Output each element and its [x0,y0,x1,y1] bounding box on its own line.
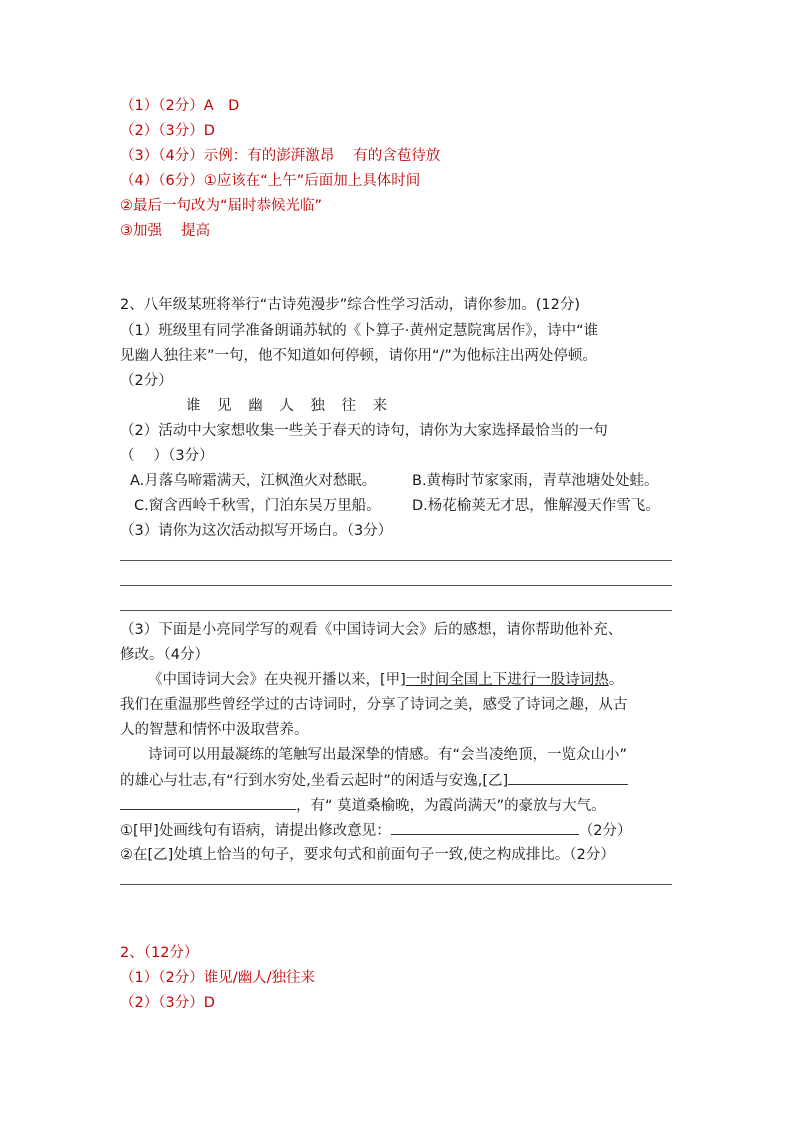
answer-rule-4 [120,884,672,885]
answer-rule-1 [120,560,672,561]
q2-part1-score: （2分） [120,373,173,389]
answer-line-6: ③加强 提高 [120,223,211,239]
blank-revision[interactable] [391,820,579,835]
option-d: D.杨花榆荚无才思，惟解漫天作雪飞。 [412,498,660,514]
answers-2-title: 2、（12分） [120,945,199,961]
sub-question-2: ②在[乙]处填上恰当的句子，要求句式和前面句子一致,使之构成排比。（2分） [120,847,615,863]
answer-line-5: ②最后一句改为“届时恭候光临” [120,198,323,214]
answer-line-1: （1）（2分）A D [120,98,240,114]
essay-para1-pre: 《中国诗词大会》在央视开播以来，[甲] [148,672,406,688]
question-2-title: 2、八年级某班将举行“古诗苑漫步”综合性学习活动，请你参加。(12分) [120,297,581,313]
answer-rule-3 [120,610,672,611]
sub-question-1-text: ①[甲]处画线句有语病，请提出修改意见： [120,823,391,839]
blank-yi-part2[interactable] [120,795,296,810]
option-c: C.窗含西岭千秋雪，门泊东吴万里船。 [134,498,381,514]
answer-line-4: （4）（6分）①应该在“上午”后面加上具体时间 [120,173,421,189]
answer-line-3: （3）（4分）示例：有的澎湃激昂 有的含苞待放 [120,148,441,164]
underlined-sentence-jia: 一时间全国上下进行一股诗词热 [405,672,609,688]
q2-part2-line-a: （2）活动中大家想收集一些关于春天的诗句，请你为大家选择最恰当的一句 [120,423,608,439]
essay-para1-line-a [148,670,623,690]
poem-line: 谁 见 幽 人 独 往 来 [186,398,394,414]
q2-part1-line-b: 见幽人独往来”一句，他不知道如何停顿，请你用“/”为他标注出两处停顿。 [120,348,597,364]
essay-para2-line-b [120,770,628,791]
q2-part2-line-b: （ ）（3分） [120,448,214,464]
essay-para2-line-a: 诗词可以用最凝练的笔触写出最深挚的情感。有“会当凌绝顶，一览众山小” [148,747,628,763]
q2-part1-line-a: （1）班级里有同学准备朗诵苏轼的《卜算子·黄州定慧院寓居作》，诗中“谁 [120,323,599,339]
blank-yi-part1[interactable] [508,770,628,785]
option-a: A.月落乌啼霜满天，江枫渔火对愁眠。 [130,473,377,489]
essay-para2-line-c [120,795,606,816]
answers-2-line-1: （1）（2分）谁见/幽人/独往来 [120,970,315,986]
essay-para2-tail: ，有“ 莫道桑榆晚，为霞尚满天”的豪放与大气。 [296,798,606,814]
answers-2-line-2: （2）（3分）D [120,995,215,1011]
q2-part3: （3）请你为这次活动拟写开场白。（3分） [120,523,393,539]
option-b: B.黄梅时节家家雨，青草池塘处处蛙。 [412,473,659,489]
sub-question-1-score: （2分） [578,823,632,839]
q2-part3b-line-b: 修改。（4分） [120,647,209,663]
answer-line-2: （2）（3分）D [120,123,215,139]
sub-question-1 [120,820,632,841]
essay-para1-line-c: 人的智慧和情怀中汲取营养。 [120,722,309,738]
answer-rule-2 [120,585,672,586]
essay-para2-text: 的雄心与壮志,有“行到水穷处,坐看云起时”的闲适与安逸,[乙] [120,773,509,789]
essay-para1-end: 。 [608,672,624,688]
q2-part3b-line-a: （3）下面是小亮同学写的观看《中国诗词大会》后的感想，请你帮助他补充、 [120,622,623,638]
essay-para1-line-b: 我们在重温那些曾经学过的古诗词时，分享了诗词之美，感受了诗词之趣，从古 [120,697,628,713]
